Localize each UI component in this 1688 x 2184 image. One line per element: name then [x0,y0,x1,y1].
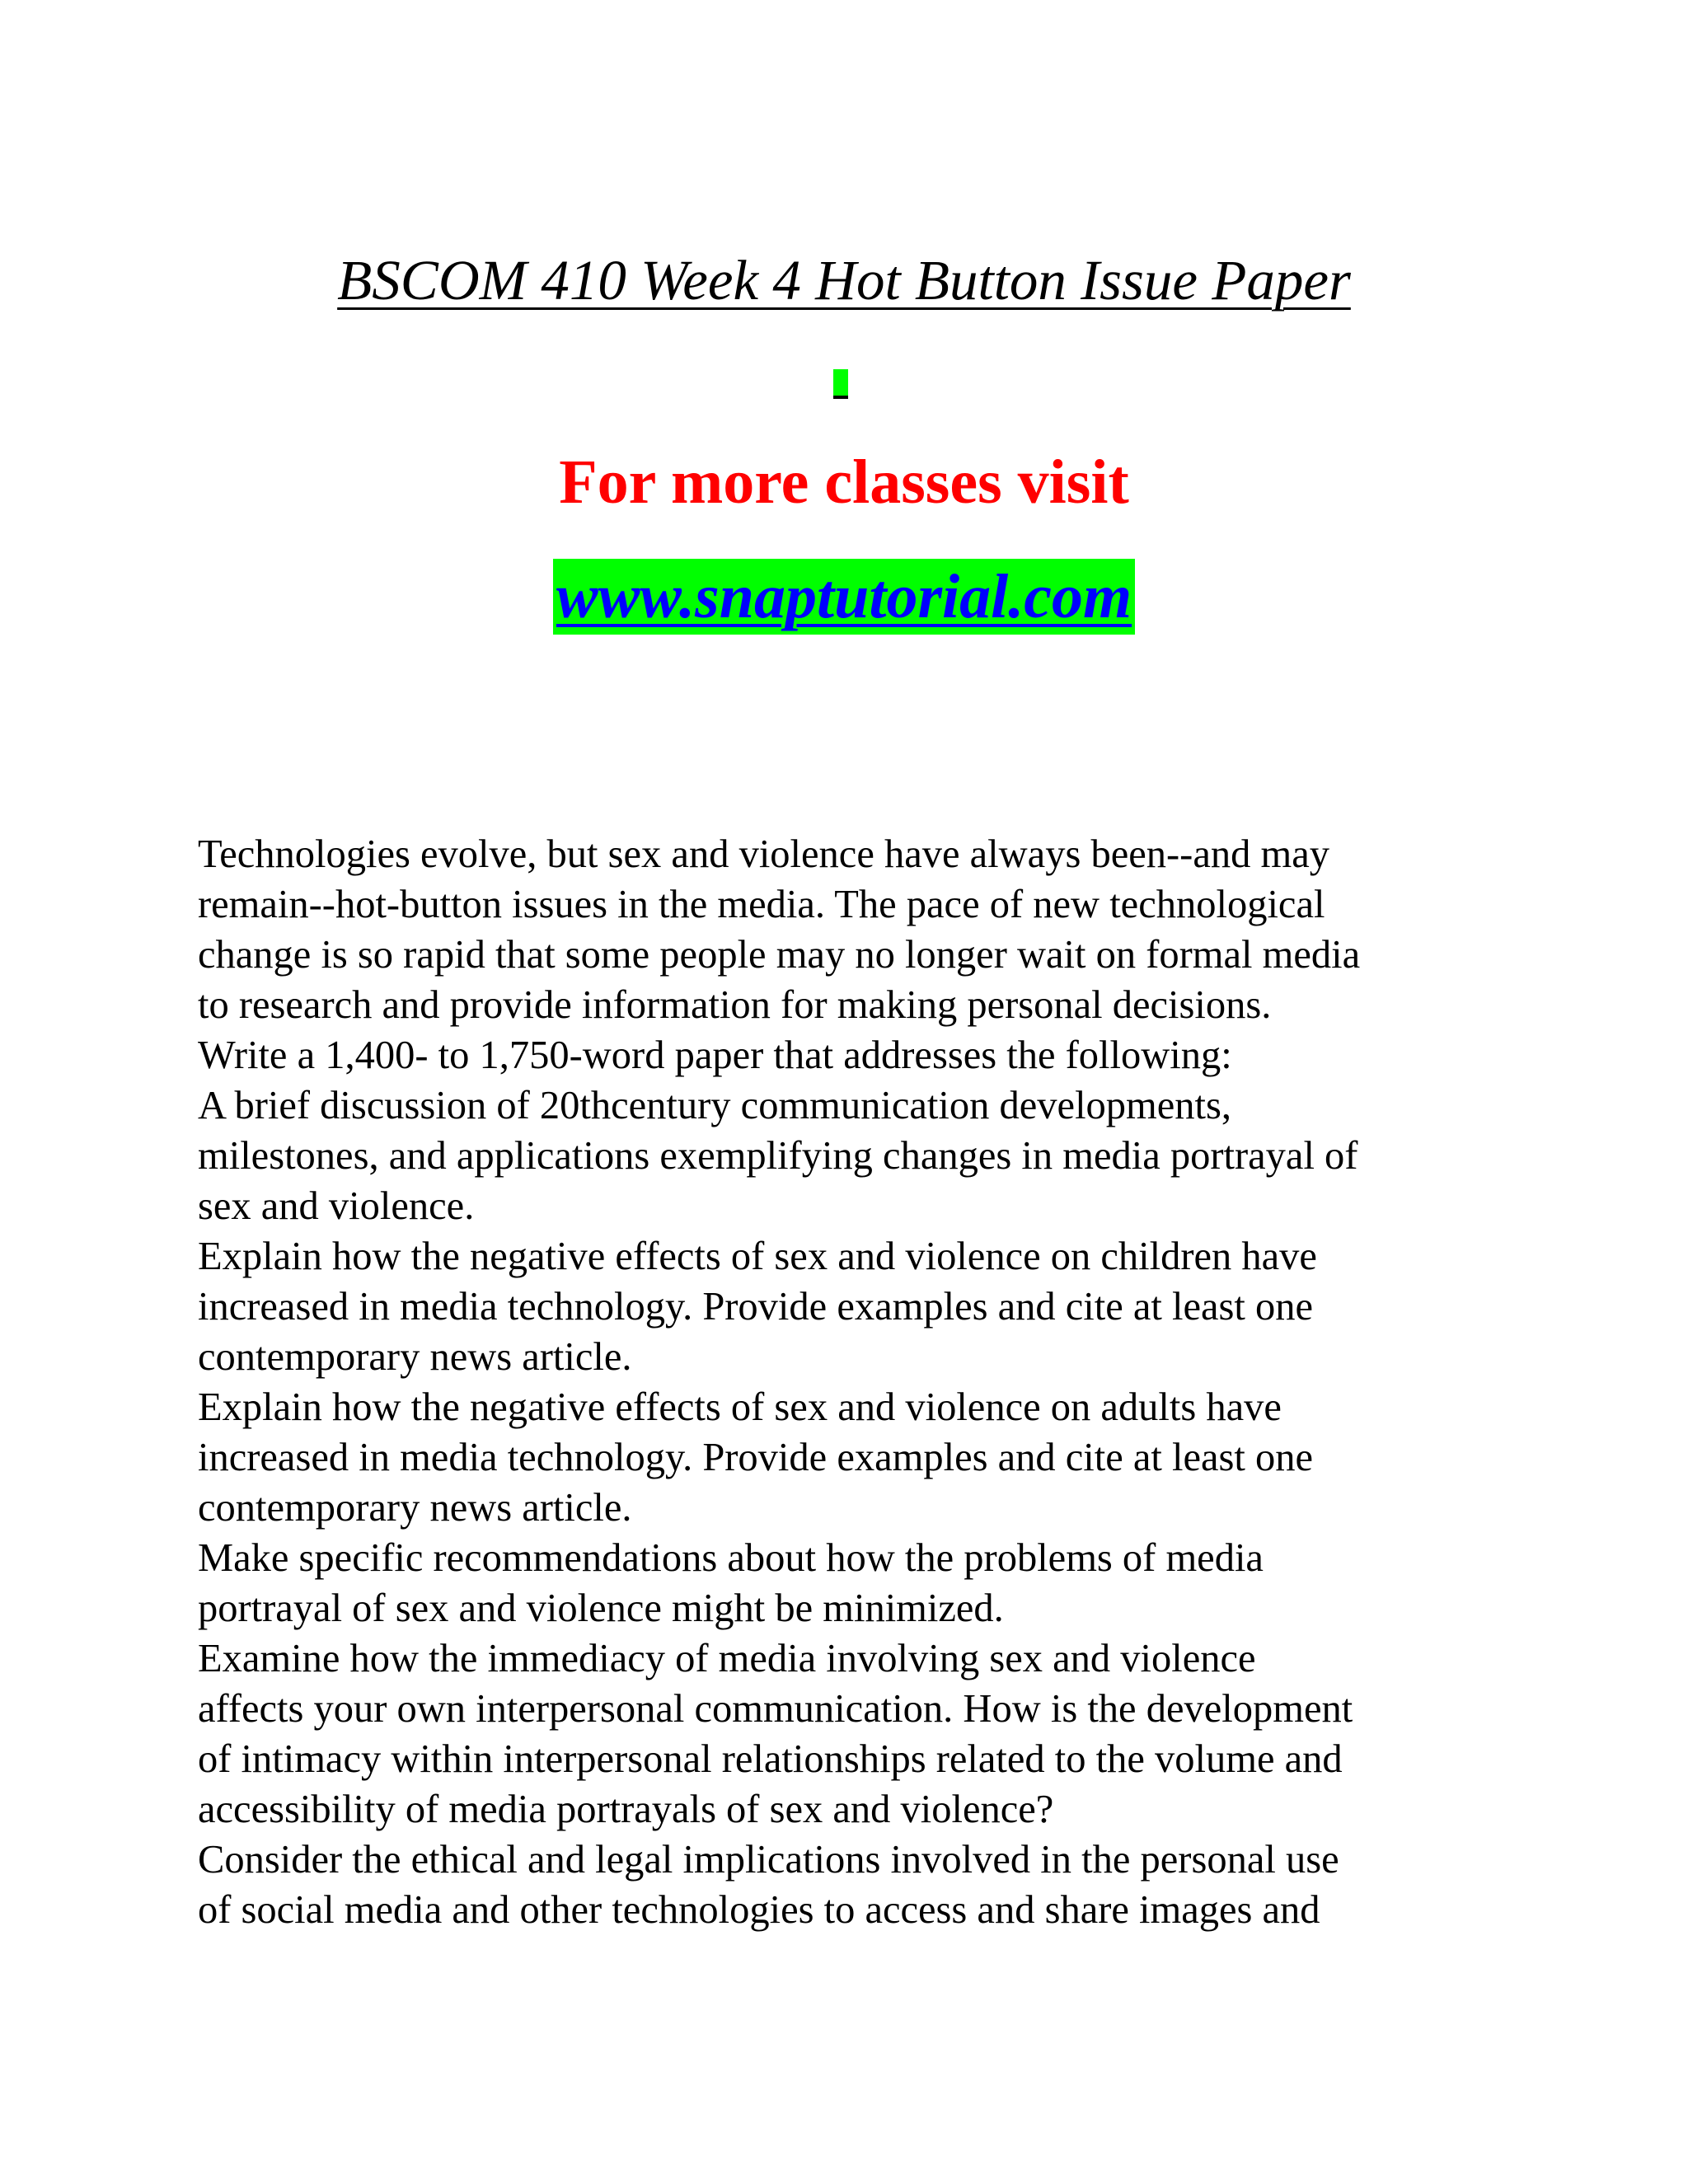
body-line: contemporary news article. [198,1335,632,1379]
body-line: Explain how the negative effects of sex and violence on children have [198,1235,1317,1278]
promo-text: For more classes visit [559,448,1129,517]
body-line: accessibility of media portrayals of sex and violence? [198,1788,1054,1831]
body-line: Write a 1,400- to 1,750-word paper that addresses the following: [198,1033,1232,1077]
body-line: Examine how the immediacy of media involving sex and violence [198,1637,1256,1680]
website-link[interactable]: www.snaptutorial.com [553,559,1135,635]
body-line: contemporary news article. [198,1486,632,1530]
body-line: increased in media technology. Provide examples and cite at least one [198,1436,1314,1479]
body-line: increased in media technology. Provide examples and cite at least one [198,1285,1314,1329]
document-title: BSCOM 410 Week 4 Hot Button Issue Paper [337,249,1351,312]
body-line: remain--hot-button issues in the media. The pace of new technological [198,883,1325,926]
body-line: Explain how the negative effects of sex and violence on adults have [198,1385,1282,1429]
body-line: Consider the ethical and legal implications involved in the personal use [198,1838,1339,1882]
body-line: affects your own interpersonal communication. How is the development [198,1687,1353,1731]
body-line: sex and violence. [198,1184,475,1228]
body-line: Technologies evolve, but sex and violence have always been--and may [198,832,1329,876]
body-line: portrayal of sex and violence might be minimized. [198,1586,1004,1630]
body-line: Make specific recommendations about how the problems of media [198,1536,1264,1580]
highlight-mark [833,369,848,399]
body-line: A brief discussion of 20thcentury communication developments, [198,1084,1232,1127]
link-container [0,559,1688,635]
body-line: of social media and other technologies to access and share images and [198,1888,1320,1932]
body-line: change is so rapid that some people may no longer wait on formal media [198,933,1361,977]
body-line: of intimacy within interpersonal relationships related to the volume and [198,1737,1343,1781]
body-line: to research and provide information for making personal decisions. [198,983,1272,1027]
body-text [198,829,1517,1935]
body-line: milestones, and applications exemplifying changes in media portrayal of [198,1134,1358,1178]
